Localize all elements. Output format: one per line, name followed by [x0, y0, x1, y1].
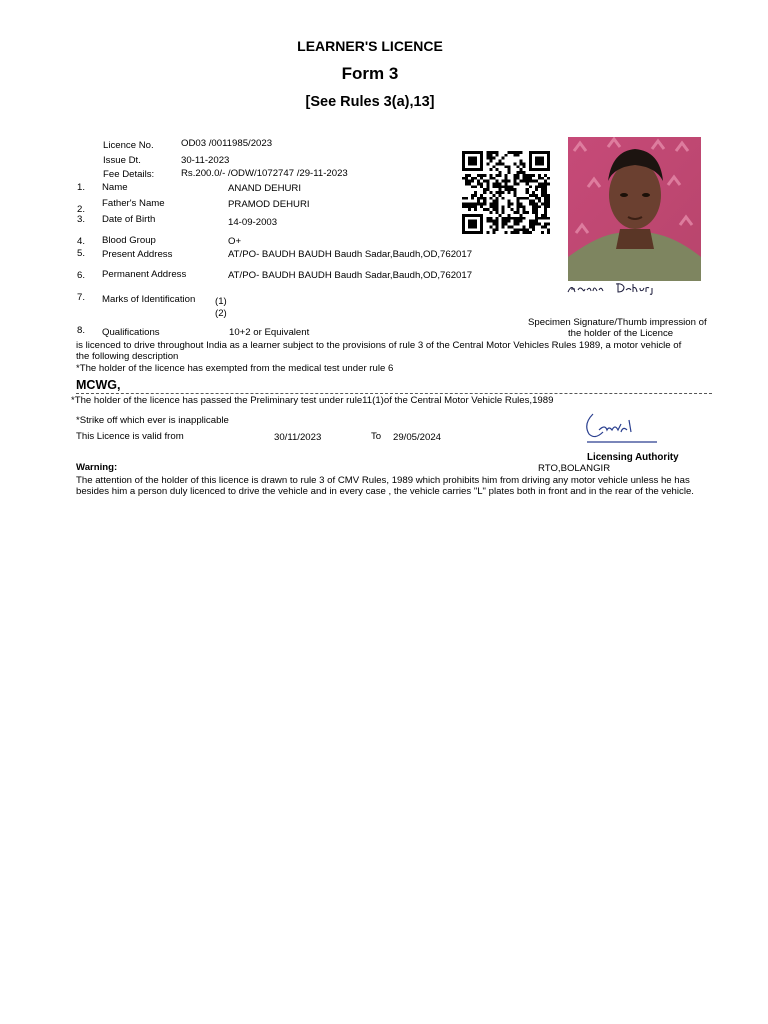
field-num-permanent: 6.	[77, 270, 86, 281]
specimen-caption-line1: Specimen Signature/Thumb impression of	[528, 317, 707, 328]
marks-label: Marks of Identification	[102, 294, 196, 305]
field-num-qual: 8.	[77, 325, 86, 336]
valid-label: This Licence is valid from	[76, 431, 184, 442]
licence-no-label: Licence No.	[103, 140, 154, 151]
form-number: Form 3	[341, 64, 399, 83]
field-num-name: 1.	[77, 182, 86, 193]
name-value: ANAND DEHURI	[228, 183, 302, 194]
holder-signature	[566, 281, 676, 295]
field-num-marks: 7.	[77, 292, 86, 303]
fee-details-label: Fee Details:	[103, 169, 155, 180]
qr-code	[462, 151, 550, 234]
document-title: LEARNER'S LICENCE	[297, 38, 443, 54]
marks-value-1: (1)	[215, 296, 227, 307]
blood-group-label: Blood Group	[102, 235, 156, 246]
father-name-label: Father's Name	[102, 198, 165, 209]
licence-description: is licenced to drive throughout India as a learner subject to the provisions of rule 3 of the Central Motor Vehicles Rules 1989, a motor vehicle of the following description	[76, 340, 682, 362]
warning-label: Warning:	[76, 462, 118, 473]
specimen-caption-line2: the holder of the Licence	[568, 328, 674, 339]
field-num-blood: 4.	[77, 236, 86, 247]
rto-office: RTO,BOLANGIR	[538, 463, 611, 474]
warning-text: The attention of the holder of this licence is drawn to rule 3 of CMV Rules, 1989 which prohibits him from driving any motor vehicle unless he has besides him a person duly licenced to drive the vehicle and in every case , the vehicle carries "L" plates both in front and in the rear of the vehicle.	[76, 475, 694, 497]
licensing-authority-label: Licensing Authority	[587, 452, 679, 463]
dob-label: Date of Birth	[102, 214, 156, 225]
father-name-value: PRAMOD DEHURI	[228, 199, 310, 210]
qualifications-value: 10+2 or Equivalent	[229, 327, 310, 338]
issue-date-value: 30-11-2023	[181, 155, 230, 166]
divider	[76, 393, 712, 394]
field-num-father: 2.	[77, 204, 86, 215]
name-label: Name	[102, 182, 128, 193]
holder-photo	[568, 137, 701, 281]
rules-reference: [See Rules 3(a),13]	[305, 94, 435, 110]
medical-exemption: *The holder of the licence has exempted from the medical test under rule 6	[76, 363, 394, 374]
authority-signature	[581, 410, 661, 450]
valid-to: 29/05/2024	[393, 432, 442, 443]
present-address-value: AT/PO- BAUDH BAUDH Baudh Sadar,Baudh,OD,762017	[228, 249, 473, 260]
marks-value-2: (2)	[215, 308, 227, 319]
licence-no-value: OD03 /0011985/2023	[181, 138, 273, 149]
blood-group-value: O+	[228, 236, 242, 247]
preliminary-test: *The holder of the licence has passed the Preliminary test under rule11(1)of the Central Motor Vehicle Rules,1989	[71, 395, 554, 406]
valid-from: 30/11/2023	[274, 432, 322, 443]
fee-details-value: Rs.200.0/- /ODW/1072747 /29-11-2023	[181, 168, 348, 179]
permanent-address-label: Permanent Address	[102, 269, 187, 280]
vehicle-class: MCWG,	[76, 378, 121, 392]
dob-value: 14-09-2003	[228, 217, 278, 228]
valid-to-label: To	[371, 431, 382, 442]
field-num-dob: 3.	[77, 214, 86, 225]
issue-date-label: Issue Dt.	[103, 155, 141, 166]
permanent-address-value: AT/PO- BAUDH BAUDH Baudh Sadar,Baudh,OD,762017	[228, 270, 473, 281]
present-address-label: Present Address	[102, 249, 173, 260]
field-num-present: 5.	[77, 248, 86, 259]
qualifications-label: Qualifications	[102, 327, 160, 338]
strike-note: *Strike off which ever is inapplicable	[76, 415, 229, 426]
